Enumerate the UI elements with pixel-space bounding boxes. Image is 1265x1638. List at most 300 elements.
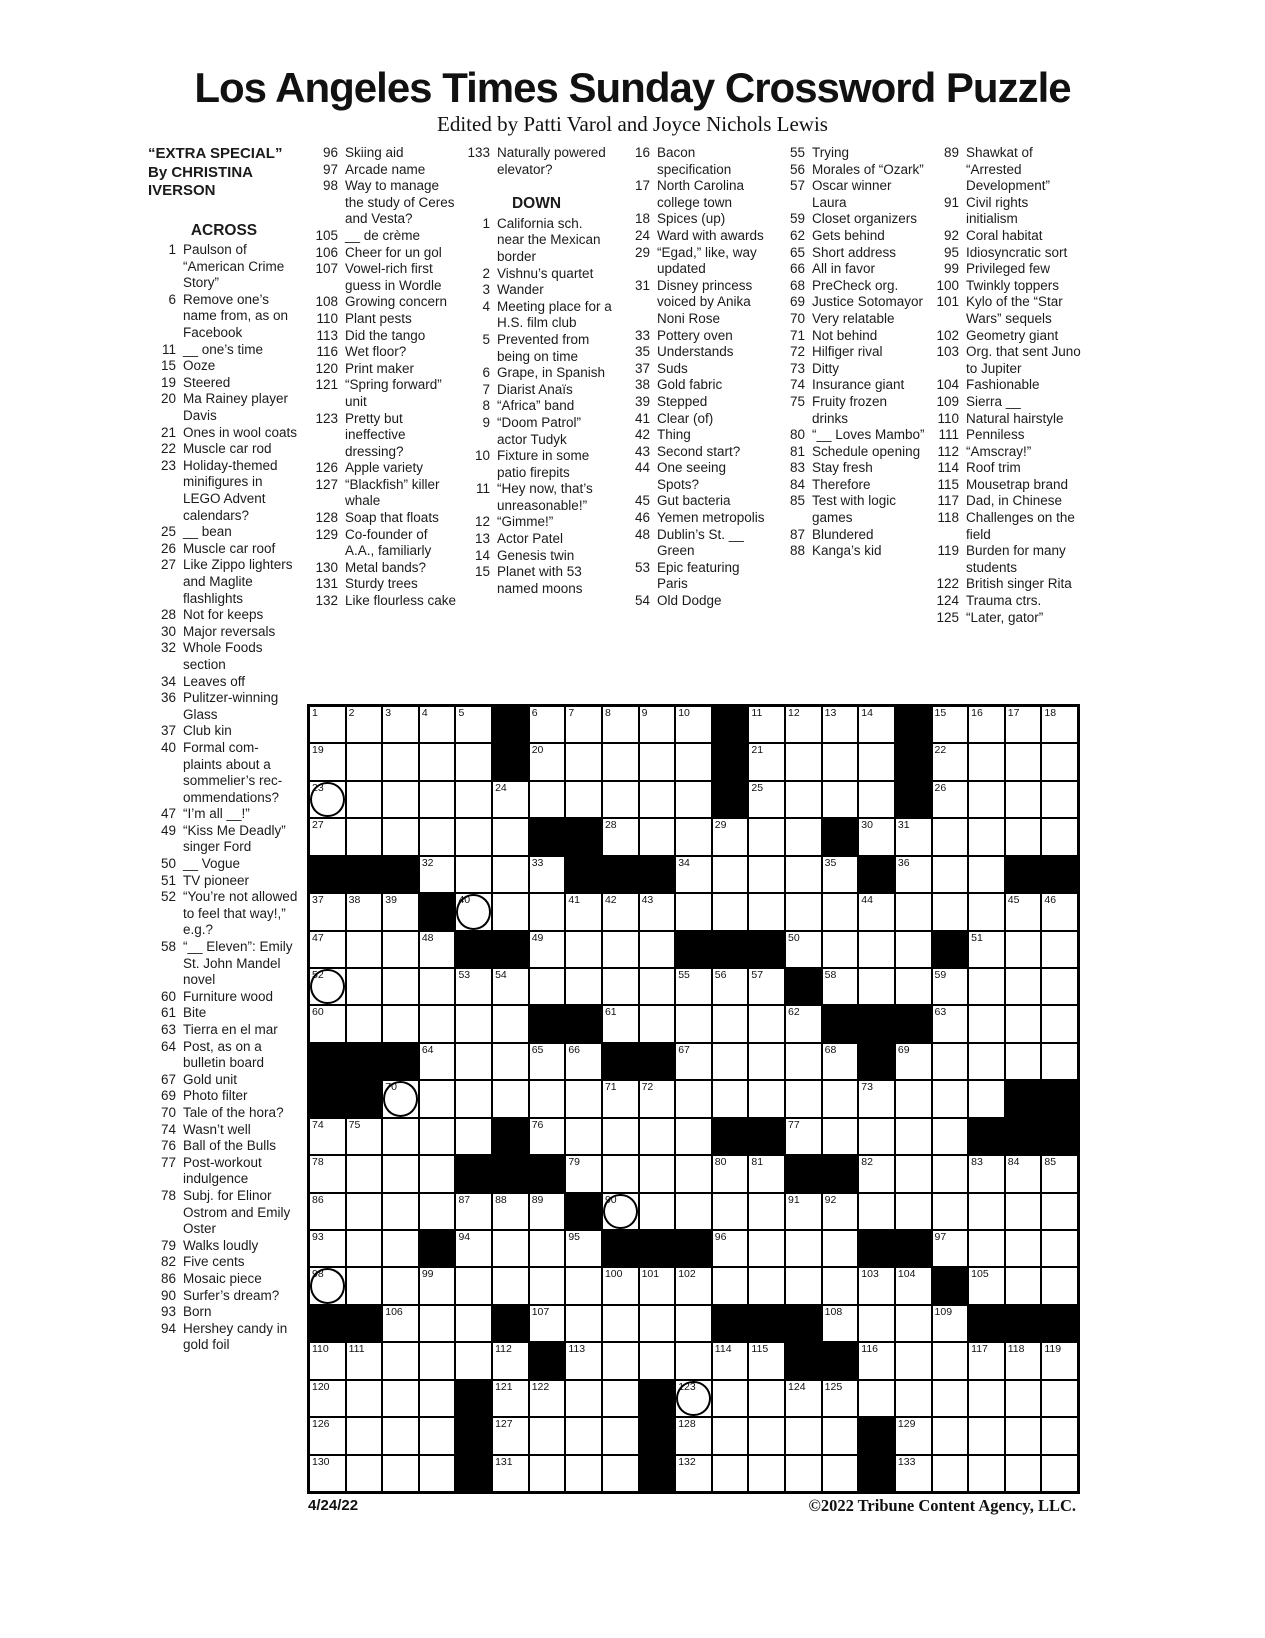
grid-cell[interactable] <box>309 1380 346 1417</box>
grid-cell[interactable] <box>675 893 712 930</box>
grid-cell[interactable] <box>858 781 895 818</box>
grid-cell[interactable] <box>932 1417 969 1454</box>
grid-cell[interactable] <box>968 818 1005 855</box>
grid-cell[interactable] <box>602 706 639 743</box>
grid-cell[interactable] <box>858 1380 895 1417</box>
grid-cell[interactable] <box>1041 931 1078 968</box>
grid-cell[interactable] <box>932 818 969 855</box>
grid-cell[interactable] <box>382 1267 419 1304</box>
grid-cell[interactable] <box>1005 1342 1042 1379</box>
grid-cell[interactable] <box>822 1455 859 1492</box>
grid-cell[interactable] <box>895 1043 932 1080</box>
grid-cell[interactable] <box>675 818 712 855</box>
grid-cell[interactable] <box>346 706 383 743</box>
grid-cell[interactable] <box>822 706 859 743</box>
grid-cell[interactable] <box>602 1118 639 1155</box>
grid-cell[interactable] <box>455 1193 492 1230</box>
grid-cell[interactable] <box>529 931 566 968</box>
grid-cell[interactable] <box>748 1005 785 1042</box>
grid-cell[interactable] <box>822 968 859 1005</box>
grid-cell[interactable] <box>492 1342 529 1379</box>
grid-cell[interactable] <box>932 1230 969 1267</box>
grid-cell[interactable] <box>382 1417 419 1454</box>
grid-cell[interactable] <box>858 706 895 743</box>
grid-cell[interactable] <box>492 968 529 1005</box>
grid-cell[interactable] <box>455 743 492 780</box>
grid-cell[interactable] <box>419 781 456 818</box>
grid-cell[interactable] <box>382 931 419 968</box>
grid-cell[interactable] <box>639 706 676 743</box>
grid-cell[interactable] <box>382 1305 419 1342</box>
grid-cell[interactable] <box>1041 1342 1078 1379</box>
grid-cell[interactable] <box>712 1230 749 1267</box>
grid-cell[interactable] <box>309 781 346 818</box>
grid-cell[interactable] <box>858 1155 895 1192</box>
grid-cell[interactable] <box>455 706 492 743</box>
grid-cell[interactable] <box>675 781 712 818</box>
grid-cell[interactable] <box>968 1230 1005 1267</box>
grid-cell[interactable] <box>1005 1043 1042 1080</box>
grid-cell[interactable] <box>602 1417 639 1454</box>
grid-cell[interactable] <box>529 856 566 893</box>
grid-cell[interactable] <box>1041 1005 1078 1042</box>
grid-cell[interactable] <box>1005 1230 1042 1267</box>
grid-cell[interactable] <box>565 1043 602 1080</box>
grid-cell[interactable] <box>492 1043 529 1080</box>
grid-cell[interactable] <box>748 1193 785 1230</box>
grid-cell[interactable] <box>309 1417 346 1454</box>
grid-cell[interactable] <box>895 1455 932 1492</box>
grid-cell[interactable] <box>309 968 346 1005</box>
grid-cell[interactable] <box>492 1080 529 1117</box>
grid-cell[interactable] <box>712 818 749 855</box>
grid-cell[interactable] <box>382 1155 419 1192</box>
grid-cell[interactable] <box>419 1342 456 1379</box>
grid-cell[interactable] <box>639 1193 676 1230</box>
grid-cell[interactable] <box>419 1305 456 1342</box>
grid-cell[interactable] <box>419 931 456 968</box>
grid-cell[interactable] <box>932 1043 969 1080</box>
grid-cell[interactable] <box>895 968 932 1005</box>
grid-cell[interactable] <box>932 1305 969 1342</box>
grid-cell[interactable] <box>1005 743 1042 780</box>
grid-cell[interactable] <box>822 1267 859 1304</box>
grid-cell[interactable] <box>675 1380 712 1417</box>
grid-cell[interactable] <box>565 1305 602 1342</box>
grid-cell[interactable] <box>748 743 785 780</box>
grid-cell[interactable] <box>968 1043 1005 1080</box>
grid-cell[interactable] <box>968 931 1005 968</box>
grid-cell[interactable] <box>968 968 1005 1005</box>
grid-cell[interactable] <box>565 893 602 930</box>
grid-cell[interactable] <box>602 1380 639 1417</box>
grid-cell[interactable] <box>785 1193 822 1230</box>
grid-cell[interactable] <box>785 931 822 968</box>
grid-cell[interactable] <box>932 1380 969 1417</box>
grid-cell[interactable] <box>932 781 969 818</box>
grid-cell[interactable] <box>309 743 346 780</box>
grid-cell[interactable] <box>382 1455 419 1492</box>
grid-cell[interactable] <box>822 781 859 818</box>
grid-cell[interactable] <box>455 1118 492 1155</box>
grid-cell[interactable] <box>1005 893 1042 930</box>
grid-cell[interactable] <box>712 856 749 893</box>
grid-cell[interactable] <box>932 1193 969 1230</box>
grid-cell[interactable] <box>968 1005 1005 1042</box>
grid-cell[interactable] <box>639 931 676 968</box>
grid-cell[interactable] <box>748 856 785 893</box>
grid-cell[interactable] <box>346 1005 383 1042</box>
grid-cell[interactable] <box>1041 968 1078 1005</box>
grid-cell[interactable] <box>309 818 346 855</box>
grid-cell[interactable] <box>968 706 1005 743</box>
grid-cell[interactable] <box>748 1043 785 1080</box>
grid-cell[interactable] <box>602 1193 639 1230</box>
grid-cell[interactable] <box>748 968 785 1005</box>
grid-cell[interactable] <box>895 1118 932 1155</box>
grid-cell[interactable] <box>492 781 529 818</box>
grid-cell[interactable] <box>785 1005 822 1042</box>
grid-cell[interactable] <box>1041 1380 1078 1417</box>
grid-cell[interactable] <box>1041 1417 1078 1454</box>
grid-cell[interactable] <box>455 781 492 818</box>
grid-cell[interactable] <box>529 968 566 1005</box>
grid-cell[interactable] <box>785 1043 822 1080</box>
grid-cell[interactable] <box>529 1267 566 1304</box>
grid-cell[interactable] <box>346 1230 383 1267</box>
grid-cell[interactable] <box>748 1380 785 1417</box>
grid-cell[interactable] <box>529 1080 566 1117</box>
grid-cell[interactable] <box>1005 1455 1042 1492</box>
grid-cell[interactable] <box>639 1155 676 1192</box>
grid-cell[interactable] <box>785 818 822 855</box>
grid-cell[interactable] <box>675 1267 712 1304</box>
grid-cell[interactable] <box>748 1455 785 1492</box>
grid-cell[interactable] <box>968 1342 1005 1379</box>
grid-cell[interactable] <box>712 968 749 1005</box>
grid-cell[interactable] <box>968 781 1005 818</box>
grid-cell[interactable] <box>309 931 346 968</box>
grid-cell[interactable] <box>675 1043 712 1080</box>
grid-cell[interactable] <box>785 781 822 818</box>
grid-cell[interactable] <box>822 856 859 893</box>
grid-cell[interactable] <box>675 1118 712 1155</box>
grid-cell[interactable] <box>639 1342 676 1379</box>
grid-cell[interactable] <box>419 743 456 780</box>
grid-cell[interactable] <box>1005 1155 1042 1192</box>
grid-cell[interactable] <box>639 781 676 818</box>
grid-cell[interactable] <box>455 1043 492 1080</box>
grid-cell[interactable] <box>712 1342 749 1379</box>
grid-cell[interactable] <box>1041 1043 1078 1080</box>
grid-cell[interactable] <box>932 1005 969 1042</box>
grid-cell[interactable] <box>602 743 639 780</box>
grid-cell[interactable] <box>529 706 566 743</box>
grid-cell[interactable] <box>602 1080 639 1117</box>
grid-cell[interactable] <box>748 1342 785 1379</box>
grid-cell[interactable] <box>419 1193 456 1230</box>
grid-cell[interactable] <box>602 818 639 855</box>
grid-cell[interactable] <box>675 1005 712 1042</box>
grid-cell[interactable] <box>675 1155 712 1192</box>
grid-cell[interactable] <box>602 893 639 930</box>
grid-cell[interactable] <box>675 1080 712 1117</box>
grid-cell[interactable] <box>1041 706 1078 743</box>
grid-cell[interactable] <box>565 1267 602 1304</box>
grid-cell[interactable] <box>419 1155 456 1192</box>
grid-cell[interactable] <box>932 1155 969 1192</box>
grid-cell[interactable] <box>639 1118 676 1155</box>
grid-cell[interactable] <box>785 706 822 743</box>
grid-cell[interactable] <box>712 1005 749 1042</box>
grid-cell[interactable] <box>858 1080 895 1117</box>
grid-cell[interactable] <box>455 893 492 930</box>
grid-cell[interactable] <box>1005 968 1042 1005</box>
grid-cell[interactable] <box>895 1080 932 1117</box>
grid-cell[interactable] <box>1005 1267 1042 1304</box>
grid-cell[interactable] <box>785 1080 822 1117</box>
grid-cell[interactable] <box>346 1118 383 1155</box>
grid-cell[interactable] <box>492 818 529 855</box>
grid-cell[interactable] <box>785 1455 822 1492</box>
grid-cell[interactable] <box>382 781 419 818</box>
grid-cell[interactable] <box>382 743 419 780</box>
grid-cell[interactable] <box>895 893 932 930</box>
grid-cell[interactable] <box>419 968 456 1005</box>
grid-cell[interactable] <box>748 781 785 818</box>
grid-cell[interactable] <box>675 1455 712 1492</box>
grid-cell[interactable] <box>785 856 822 893</box>
grid-cell[interactable] <box>639 1305 676 1342</box>
grid-cell[interactable] <box>602 1005 639 1042</box>
grid-cell[interactable] <box>639 1267 676 1304</box>
grid-cell[interactable] <box>492 1230 529 1267</box>
grid-cell[interactable] <box>895 1380 932 1417</box>
grid-cell[interactable] <box>309 1005 346 1042</box>
grid-cell[interactable] <box>639 818 676 855</box>
grid-cell[interactable] <box>968 1193 1005 1230</box>
grid-cell[interactable] <box>602 1155 639 1192</box>
grid-cell[interactable] <box>858 931 895 968</box>
grid-cell[interactable] <box>419 1417 456 1454</box>
grid-cell[interactable] <box>858 968 895 1005</box>
grid-cell[interactable] <box>1041 743 1078 780</box>
grid-cell[interactable] <box>419 1043 456 1080</box>
grid-cell[interactable] <box>932 706 969 743</box>
grid-cell[interactable] <box>822 1080 859 1117</box>
grid-cell[interactable] <box>309 1118 346 1155</box>
grid-cell[interactable] <box>346 1155 383 1192</box>
grid-cell[interactable] <box>858 893 895 930</box>
grid-cell[interactable] <box>822 1193 859 1230</box>
grid-cell[interactable] <box>346 968 383 1005</box>
grid-cell[interactable] <box>858 1118 895 1155</box>
grid-cell[interactable] <box>382 1193 419 1230</box>
grid-cell[interactable] <box>529 1380 566 1417</box>
grid-cell[interactable] <box>1005 706 1042 743</box>
grid-cell[interactable] <box>822 893 859 930</box>
grid-cell[interactable] <box>346 931 383 968</box>
grid-cell[interactable] <box>602 1305 639 1342</box>
grid-cell[interactable] <box>895 856 932 893</box>
grid-cell[interactable] <box>895 1417 932 1454</box>
grid-cell[interactable] <box>932 1455 969 1492</box>
grid-cell[interactable] <box>529 893 566 930</box>
grid-cell[interactable] <box>748 1267 785 1304</box>
grid-cell[interactable] <box>419 856 456 893</box>
grid-cell[interactable] <box>895 1342 932 1379</box>
grid-cell[interactable] <box>309 893 346 930</box>
grid-cell[interactable] <box>529 1230 566 1267</box>
grid-cell[interactable] <box>822 1043 859 1080</box>
grid-cell[interactable] <box>602 1267 639 1304</box>
grid-cell[interactable] <box>309 706 346 743</box>
grid-cell[interactable] <box>602 1455 639 1492</box>
grid-cell[interactable] <box>382 706 419 743</box>
grid-cell[interactable] <box>675 1417 712 1454</box>
grid-cell[interactable] <box>932 1118 969 1155</box>
grid-cell[interactable] <box>1041 1193 1078 1230</box>
grid-cell[interactable] <box>675 856 712 893</box>
grid-cell[interactable] <box>675 968 712 1005</box>
grid-cell[interactable] <box>858 1305 895 1342</box>
grid-cell[interactable] <box>492 1193 529 1230</box>
grid-cell[interactable] <box>858 743 895 780</box>
grid-cell[interactable] <box>675 706 712 743</box>
grid-cell[interactable] <box>565 1155 602 1192</box>
grid-cell[interactable] <box>346 743 383 780</box>
grid-cell[interactable] <box>382 968 419 1005</box>
grid-cell[interactable] <box>602 781 639 818</box>
grid-cell[interactable] <box>382 1118 419 1155</box>
grid-cell[interactable] <box>748 1080 785 1117</box>
grid-cell[interactable] <box>932 968 969 1005</box>
grid-cell[interactable] <box>529 743 566 780</box>
grid-cell[interactable] <box>822 1417 859 1454</box>
grid-cell[interactable] <box>346 1342 383 1379</box>
grid-cell[interactable] <box>419 1380 456 1417</box>
grid-cell[interactable] <box>455 1305 492 1342</box>
grid-cell[interactable] <box>346 1193 383 1230</box>
grid-cell[interactable] <box>492 893 529 930</box>
grid-cell[interactable] <box>1005 1417 1042 1454</box>
grid-cell[interactable] <box>492 856 529 893</box>
grid-cell[interactable] <box>565 1230 602 1267</box>
grid-cell[interactable] <box>1005 931 1042 968</box>
grid-cell[interactable] <box>492 1267 529 1304</box>
grid-cell[interactable] <box>382 1380 419 1417</box>
grid-cell[interactable] <box>529 781 566 818</box>
grid-cell[interactable] <box>968 1380 1005 1417</box>
grid-cell[interactable] <box>492 1455 529 1492</box>
grid-cell[interactable] <box>455 1005 492 1042</box>
grid-cell[interactable] <box>932 856 969 893</box>
grid-cell[interactable] <box>455 818 492 855</box>
grid-cell[interactable] <box>822 1118 859 1155</box>
grid-cell[interactable] <box>565 1118 602 1155</box>
grid-cell[interactable] <box>932 893 969 930</box>
grid-cell[interactable] <box>712 1417 749 1454</box>
grid-cell[interactable] <box>748 706 785 743</box>
grid-cell[interactable] <box>455 1230 492 1267</box>
grid-cell[interactable] <box>712 1193 749 1230</box>
grid-cell[interactable] <box>455 1267 492 1304</box>
grid-cell[interactable] <box>822 931 859 968</box>
grid-cell[interactable] <box>382 1080 419 1117</box>
grid-cell[interactable] <box>968 1267 1005 1304</box>
grid-cell[interactable] <box>895 1193 932 1230</box>
grid-cell[interactable] <box>675 1342 712 1379</box>
grid-cell[interactable] <box>858 1342 895 1379</box>
grid-cell[interactable] <box>419 1118 456 1155</box>
grid-cell[interactable] <box>675 1193 712 1230</box>
grid-cell[interactable] <box>419 1455 456 1492</box>
grid-cell[interactable] <box>639 1080 676 1117</box>
grid-cell[interactable] <box>529 1193 566 1230</box>
grid-cell[interactable] <box>712 1455 749 1492</box>
grid-cell[interactable] <box>419 818 456 855</box>
grid-cell[interactable] <box>1041 818 1078 855</box>
grid-cell[interactable] <box>712 893 749 930</box>
grid-cell[interactable] <box>932 1080 969 1117</box>
grid-cell[interactable] <box>565 743 602 780</box>
grid-cell[interactable] <box>419 1080 456 1117</box>
grid-cell[interactable] <box>529 1305 566 1342</box>
grid-cell[interactable] <box>932 1342 969 1379</box>
grid-cell[interactable] <box>419 706 456 743</box>
grid-cell[interactable] <box>382 893 419 930</box>
grid-cell[interactable] <box>895 1155 932 1192</box>
grid-cell[interactable] <box>968 1080 1005 1117</box>
grid-cell[interactable] <box>346 1380 383 1417</box>
grid-cell[interactable] <box>382 818 419 855</box>
grid-cell[interactable] <box>1041 1267 1078 1304</box>
grid-cell[interactable] <box>602 931 639 968</box>
grid-cell[interactable] <box>309 1155 346 1192</box>
grid-cell[interactable] <box>309 1267 346 1304</box>
grid-cell[interactable] <box>346 893 383 930</box>
grid-cell[interactable] <box>492 1417 529 1454</box>
grid-cell[interactable] <box>968 1455 1005 1492</box>
grid-cell[interactable] <box>455 1342 492 1379</box>
grid-cell[interactable] <box>382 1005 419 1042</box>
grid-cell[interactable] <box>968 743 1005 780</box>
grid-cell[interactable] <box>858 1193 895 1230</box>
grid-cell[interactable] <box>675 1305 712 1342</box>
grid-cell[interactable] <box>565 706 602 743</box>
grid-cell[interactable] <box>968 1417 1005 1454</box>
grid-cell[interactable] <box>455 968 492 1005</box>
grid-cell[interactable] <box>565 1455 602 1492</box>
grid-cell[interactable] <box>968 1155 1005 1192</box>
grid-cell[interactable] <box>529 1043 566 1080</box>
grid-cell[interactable] <box>858 818 895 855</box>
grid-cell[interactable] <box>1041 1155 1078 1192</box>
grid-cell[interactable] <box>1041 1230 1078 1267</box>
grid-cell[interactable] <box>639 968 676 1005</box>
grid-cell[interactable] <box>309 1230 346 1267</box>
grid-cell[interactable] <box>858 1267 895 1304</box>
grid-cell[interactable] <box>492 1380 529 1417</box>
grid-cell[interactable] <box>529 1455 566 1492</box>
grid-cell[interactable] <box>785 1267 822 1304</box>
grid-cell[interactable] <box>748 1417 785 1454</box>
grid-cell[interactable] <box>382 1342 419 1379</box>
grid-cell[interactable] <box>602 1342 639 1379</box>
grid-cell[interactable] <box>346 818 383 855</box>
grid-cell[interactable] <box>785 1380 822 1417</box>
grid-cell[interactable] <box>712 1080 749 1117</box>
